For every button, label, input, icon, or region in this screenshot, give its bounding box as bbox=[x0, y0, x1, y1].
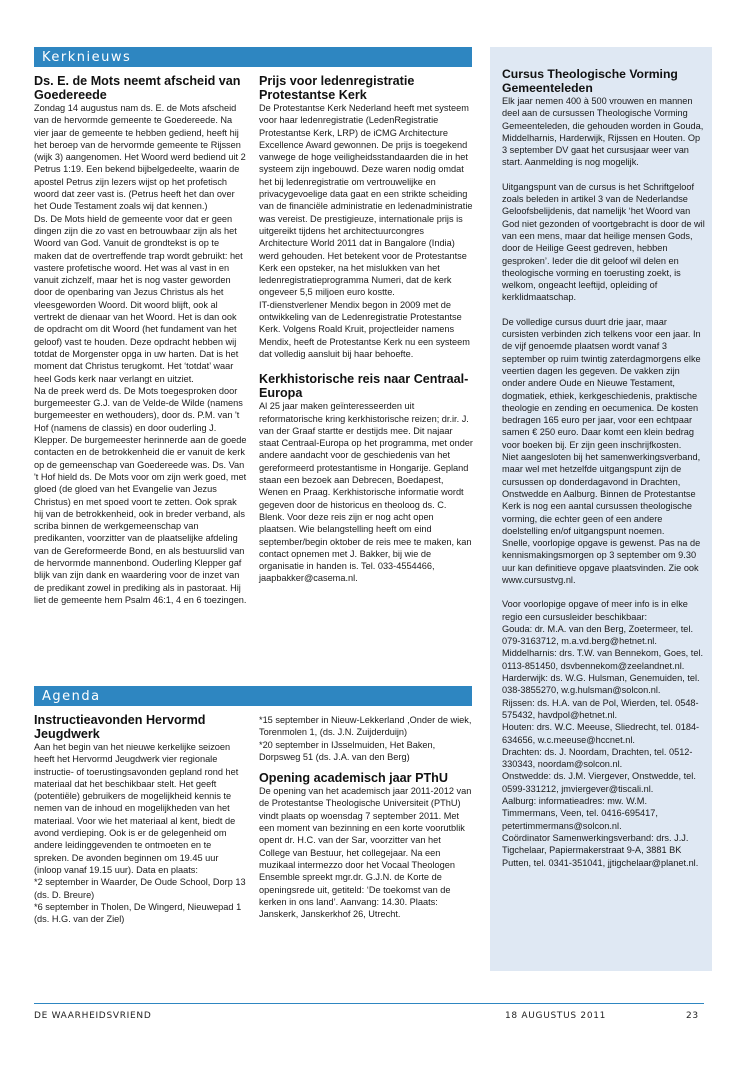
article-title: Prijs voor ledenregistratie Protestantse Kerk bbox=[259, 74, 415, 102]
article-paragraph: *15 september in Nieuw-Lekkerland ,Onder de wiek, Torenmolen 1, (ds. J.N. Zuijderduijn) bbox=[259, 715, 472, 738]
sidebar-paragraph: De volledige cursus duurt drie jaar, maar cursisten verbinden zich telkens voor een jaar. In de vijf genoemde plaatsen wordt vanaf 3 september op ruim twintig zaterdagmorgens elke veertien dagen les gegeven. De vakken zijn onder andere Oude en Nieuwe Testament, dogmatiek, ethiek, kerkgeschiedenis, praktische theologie en zending en oecumenica. De kosten bedragen 165 euro per jaar, voor een echtpaar samen € 250 euro. Daar komt een klein bedrag voor boeken bij. Er zijn geen inschrijfkosten. bbox=[502, 316, 701, 450]
article-paragraph: Aan het begin van het nieuwe kerkelijke seizoen heeft het Hervormd Jeugdwerk vier regionale instructie- of toerustingsavonden gepland rond het materiaal dat het beschikbaar stelt. Het geeft (potentiële) gebruikers de mogelijkheid kennis te nemen van de inhoud en mogelijkheden van het materiaal. Voor wie het materiaal al kent, biedt de avond verdieping. Ook is er de gelegenheid om andere leidinggevenden te ontmoeten en te spreken. De avonden beginnen om 19.45 uur (inloop vanaf 19.15 uur). Data en plaats: bbox=[34, 742, 239, 875]
contact-entry: Rijssen: ds. H.A. van de Pol, Wierden, tel. 0548-575432, havdpol@hetnet.nl. bbox=[502, 697, 699, 720]
article-paragraph: Zondag 14 augustus nam ds. E. de Mots afscheid van de hervormde gemeente te Goedereede. Na vier jaar de gemeente te hebben gediend, heeft hij het beroep van de hervormde gemeente te Rijssen (wijk 3) aangenomen. Het Woord werd bediend uit 2 Petrus 1:19. Een bekend bijbelgedeelte, waarin de apostel Petrus zijn lezers wijst op het profetisch woord dat zeer vast is. (Petrus heeft het dan over het Oude Testament zoals wij dat kennen.) bbox=[34, 103, 246, 212]
sidebar-paragraph: Voor voorlopige opgave of meer info is in elke regio een cursusleider beschikbaar: bbox=[502, 599, 688, 622]
article-paragraph: Ds. De Mots hield de gemeente voor dat er geen dingen zijn die zo vast en betrouwbaar zijn als het Woord van God. Vanuit de grondtekst is op te maken dat de overtreffende trap wordt gebruikt: het vastere profetische woord. Het was al vast in en vanuit zichzelf, maar het is nog vaster geworden door de openbaring van Jezus Christus als het vleesgeworden Woord. Dit woord blijft, ook al vertrekt de dienaar van het Woord. Het is dan ook de opdracht om dit Woord (het fundament van het geloof) vast te houden. Deze opdracht hebben wij totdat de Morgenster opga in uw harten. Dat is het moment dat Christus terugkomt. Het ‘totdat’ waar heel Gods kerk naar verlangt en uitziet. bbox=[34, 213, 243, 384]
article-paragraph: De opening van het academisch jaar 2011-2012 van de Protestantse Theologische Universiteit (PThU) vindt plaats op woensdag 7 september 2011. Met een moment van bezinning en een korte voorutblik opent dr. H.C. van der Sar, voorzitter van het College van Bestuur, het collegejaar. Na een muzikaal intermezzo door het Vocaal Theologen Ensemble spreekt mgr.dr. G.J.N. de Korte de openingsrede uit, getiteld: ‘De toekomst van de kerken in ons land’. Aanvang: 14.30. Plaats: Janskerk, Janskerkhof 26, Utrecht. bbox=[259, 786, 472, 920]
article-instructieavonden bbox=[34, 713, 248, 925]
sidebar-cursus-theologische-vorming bbox=[490, 47, 712, 971]
article-paragraph: *2 september in Waarder, De Oude School, Dorp 13 (ds. D. Breure) bbox=[34, 877, 246, 900]
article-title: Kerkhistorische reis naar Centraal-Europa bbox=[259, 372, 469, 401]
section-title: Kerknieuws bbox=[42, 50, 132, 65]
article-title: Ds. E. de Mots neemt afscheid van Goedereede bbox=[34, 74, 241, 102]
contact-entry: Coördinator Samenwerkingsverband: drs. J.J. Tigchelaar, Papiermakerstraat 9-A, 3881 BK Putten, tel. 0341-351041, jjtigchelaar@planet.nl. bbox=[502, 832, 699, 868]
article-title: Instructieavonden Hervormd Jeugdwerk bbox=[34, 713, 206, 741]
article-paragraph: Na de preek werd ds. De Mots toegesproken door burgemeester G.J. van de Velde-de Wilde (namens burgemeester en wethouders), door ds. P.M. van 't Hof (namens de classis) en door ouderling J. Klepper. De burgemeester herinnerde aan de goede contacten en de betrokkenheid die er vanuit de kerk op de gemeenschap van Goedereede was. Ds. Van 't Hof hield ds. De Mots voor om zijn werk goed, met gloed (de gloed van het Evangelie van Jezus Christus) en met spoed voort te zetten. Ook sprak hij van de betrokkenheid, ook in breder verband, als scriba binnen de werkgemeenschap van predikanten, voorzitter van de plaatselijke afdeling van de Gereformeerde Bond, en als bestuurslid van de hervormde mannenbond. Ouderling Klepper gaf blijk van zijn dank en waardering voor de inzet van de predikant zowel in prediking als in pastoraat. Hij liet de gemeente hem Psalm 46:1, 4 en 6 toezingen. bbox=[34, 385, 247, 605]
contact-entry: Harderwijk: ds. W.G. Hulsman, Genemuiden, tel. 038-3855270, w.g.hulsman@solcon.nl. bbox=[502, 673, 700, 696]
contact-entry: Middelharnis: drs. T.W. van Bennekom, Goes, tel. 0113-851450, dsvbennekom@zeelandnet.nl. bbox=[502, 648, 704, 671]
article-title: Opening academisch jaar PThU bbox=[259, 771, 448, 786]
article-de-mots bbox=[34, 74, 248, 606]
sidebar-paragraph: Niet aangesloten bij het samenwerkingsverband, maar wel met hetzelfde uitgangspunt zijn de cursussen op donderdagavond in Drachten, Onstwedde en Aalburg. Binnen de Protestantse Kerk is nog een aantal cursussen theologische vorming, die echter geen of een andere doelstelling en/of uitgangspunt noemen. bbox=[502, 452, 701, 536]
sidebar-paragraph: Uitgangspunt van de cursus is het Schriftgeloof zoals beleden in artikel 3 van de Nederlandse Geloofsbelijdenis, dat namelijk ‘het Woord van God niet gezonden of voortgebracht is door de wil van een mens, maar dat heilige mensen Gods, door de Heilige Geest gedreven, hebben gesproken’. Ieder die dit geloof wil delen en theologische vorming en toerusting zoekt, is welkom, ongeacht leeftijd, opleiding of kerklidmaatschap. bbox=[502, 181, 705, 303]
article-paragraph: Al 25 jaar maken geïnteresseerden uit reformatorische kring kerkhistorische reizen; dr.ir. J. van der Graaf startte er destijds mee. Dit najaar staat Centraal-Europa op het programma, met onder andere aandacht voor de geschiedenis van het gereformeerd protestantisme in Hongarije. Gepland staan een bezoek aan Debrecen, Boedapest, Wenen en Praag. Kerkhistorische informatie wordt gegeven door de historicus en theoloog ds. C. Blenk. Voor deze reis zijn er nog acht open plaatsen. Wie belangstelling heeft om eind september/begin oktober de reis mee te maken, kan contact opnemen met J. Bakker, bij wie de organisatie in handen is. Tel. 033-4554466, jaapbakker@casema.nl. bbox=[259, 401, 473, 584]
article-paragraph: De Protestantse Kerk Nederland heeft met systeem voor haar ledenregistratie (LedenRegistratie Protestantse Kerk, LRP) de iCMG Architecture Excellence Award gewonnen. De prijs is toegekend vanwege de hoge veiligheidsstandaarden die in het systeem zijn ingebouwd. Deze waren nodig omdat het bij ledenregistratie om vertrouwelijke en privacygevoelige data gaat en een strikte scheiding van de financiële administratie en ledenadministratie was vereist. De prestigieuze, internationale prijs is uitgereikt tijdens het architectuurcongres Architecture World 2011 dat in Bangalore (India) werd gehouden. Het betekent voor de Protestantse Kerk een opsteker, na het mislukken van het ledenregistratieprogramma Numeri, dat de kerk ongeveer 5,5 miljoen euro kostte. bbox=[259, 103, 473, 298]
contact-entry: Drachten: ds. J. Noordam, Drachten, tel. 0512-330343, noordam@solcon.nl. bbox=[502, 746, 693, 770]
sidebar-title: Cursus Theologische Vorming Gemeenteleden bbox=[502, 67, 678, 95]
section-title: Agenda bbox=[42, 689, 101, 704]
article-paragraph: *6 september in Tholen, De Wingerd, Nieuwepad 1 (ds. H.G. van der Ziel) bbox=[34, 901, 242, 925]
section-header-agenda bbox=[34, 686, 472, 706]
article-kerkhistorische-reis bbox=[259, 372, 473, 584]
article-instructieavonden-continued bbox=[259, 714, 473, 920]
article-paragraph: IT-dienstverlener Mendix begon in 2009 met de ontwikkeling van de Ledenregistratie Protestantse Kerk. Volgens Roald Kruit, projectleider namens Mendix, heeft de Protestantse Kerk nu een systeem dat volledig aansluit bij haar behoefte. bbox=[259, 299, 470, 359]
article-prijs-ledenregistratie bbox=[259, 74, 473, 585]
page-number: 23 bbox=[686, 1011, 699, 1021]
contact-entry: Houten: drs. W.C. Meeuse, Sliedrecht, tel. 0184-634656, w.c.meeuse@hccnet.nl. bbox=[502, 722, 700, 745]
section-header-kerknieuws bbox=[34, 47, 472, 67]
contact-entry: Onstwedde: ds. J.M. Viergever, Onstwedde, tel. 0599-331212, jmviergever@tiscali.nl. bbox=[502, 771, 696, 794]
sidebar-paragraph: Elk jaar nemen 400 à 500 vrouwen en mannen deel aan de cursussen Theologische Vorming Gemeenteleden, die gehouden worden in Gouda, Middelharnis, Harderwijk, Rijssen en Houten. Op 3 september DV gaat het cursusjaar weer van start. Aanmelding is nog mogelijk. bbox=[502, 96, 704, 168]
footer-divider bbox=[34, 1003, 704, 1004]
footer-date: 18 AUGUSTUS 2011 bbox=[505, 1011, 607, 1021]
contact-entry: Gouda: dr. M.A. van den Berg, Zoetermeer, tel. 079-3163712, m.a.vd.berg@hetnet.nl. bbox=[502, 623, 693, 647]
footer-publication: DE WAARHEIDSVRIEND bbox=[34, 1011, 152, 1021]
contact-entry: Aalburg: informatieadres: mw. W.M. Timmermans, Veen, tel. 0416-695417, petertimmermans@solcon.nl. bbox=[502, 796, 658, 831]
sidebar-paragraph: Snelle, voorlopige opgave is gewenst. Pas na de kennismakingsmorgen op 3 september om 9.30 uur kan definitieve opgave plaatsvinden. Zie ook www.cursustvg.nl. bbox=[502, 538, 701, 585]
article-paragraph: *20 september in IJsselmuiden, Het Baken, Dorpsweg 51 (ds. J.A. van den Berg) bbox=[259, 739, 436, 762]
article-opening-pthu bbox=[259, 771, 473, 920]
